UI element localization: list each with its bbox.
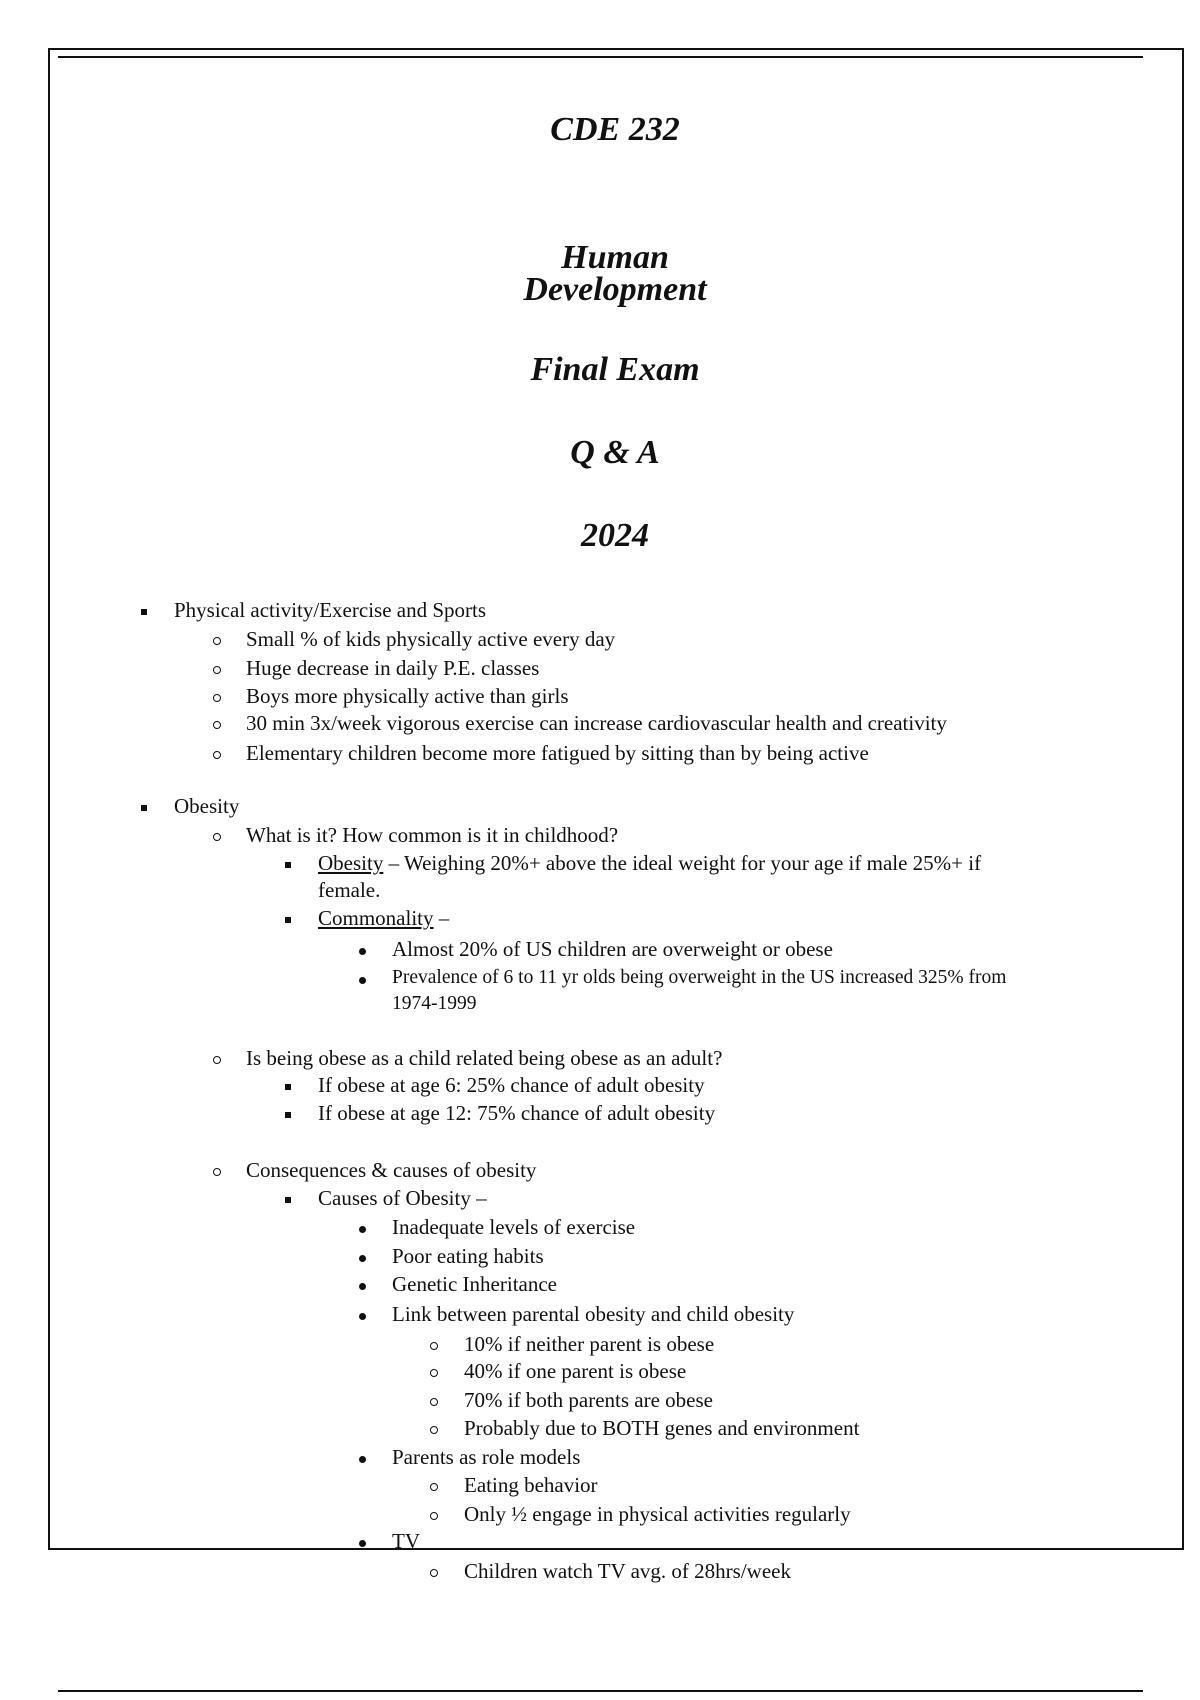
square-bullet-icon bbox=[280, 1100, 296, 1126]
circle-bullet-icon bbox=[209, 1045, 225, 1071]
list-item: Probably due to BOTH genes and environment bbox=[464, 1416, 860, 1440]
list-item: Almost 20% of US children are overweight or obese bbox=[392, 937, 833, 961]
circle-bullet-icon bbox=[209, 740, 225, 766]
list-item: Parents as role models bbox=[392, 1445, 581, 1469]
circle-bullet-icon bbox=[209, 655, 225, 681]
circle-bullet-icon bbox=[209, 1157, 225, 1183]
circle-bullet-icon bbox=[426, 1331, 442, 1357]
list-item: Inadequate levels of exercise bbox=[392, 1215, 636, 1239]
dot-bullet-icon bbox=[354, 1301, 370, 1327]
list-item: 10% if neither parent is obese bbox=[464, 1332, 715, 1356]
subject-line-1: Human bbox=[561, 239, 669, 276]
question-consequences: Consequences & causes of obesity bbox=[246, 1158, 537, 1182]
list-item: Elementary children become more fatigued by sitting than by being active bbox=[246, 741, 869, 765]
causes-heading: Causes of Obesity – bbox=[318, 1186, 487, 1210]
list-item: Genetic Inheritance bbox=[392, 1272, 557, 1296]
commonality-heading bbox=[318, 905, 449, 931]
list-item: Only ½ engage in physical activities regularly bbox=[464, 1502, 851, 1526]
subject-title bbox=[0, 239, 1200, 308]
dot-bullet-icon bbox=[354, 1528, 370, 1554]
circle-bullet-icon bbox=[209, 822, 225, 848]
section-heading-physical-activity: Physical activity/Exercise and Sports bbox=[174, 598, 487, 622]
dot-bullet-icon bbox=[354, 1243, 370, 1269]
bottom-rule bbox=[58, 1690, 1143, 1692]
obesity-definition bbox=[318, 850, 981, 876]
list-item: Prevalence of 6 to 11 yr olds being overweight in the US increased 325% from bbox=[392, 967, 1007, 988]
list-item: Small % of kids physically active every day bbox=[246, 627, 616, 651]
qa-title: Q & A bbox=[570, 434, 660, 471]
circle-bullet-icon bbox=[209, 683, 225, 709]
obesity-definition-text: – Weighing 20%+ above the ideal weight for your age if male 25%+ if bbox=[383, 851, 982, 875]
circle-bullet-icon bbox=[426, 1472, 442, 1498]
commonality-dash: – bbox=[433, 906, 450, 930]
circle-bullet-icon bbox=[426, 1387, 442, 1413]
circle-bullet-icon bbox=[209, 626, 225, 652]
list-item-cont: 1974-1999 bbox=[392, 993, 477, 1014]
year-title: 2024 bbox=[581, 517, 649, 554]
square-bullet-icon bbox=[136, 793, 152, 819]
list-item: Link between parental obesity and child obesity bbox=[392, 1302, 795, 1326]
circle-bullet-icon bbox=[426, 1501, 442, 1527]
circle-bullet-icon bbox=[209, 710, 225, 736]
list-item: If obese at age 12: 75% chance of adult obesity bbox=[318, 1101, 716, 1125]
list-item: 30 min 3x/week vigorous exercise can increase cardiovascular health and creativity bbox=[246, 711, 947, 735]
square-bullet-icon bbox=[280, 1185, 296, 1211]
list-item: Huge decrease in daily P.E. classes bbox=[246, 656, 540, 680]
square-bullet-icon bbox=[136, 597, 152, 623]
question-child-adult: Is being obese as a child related being obese as an adult? bbox=[246, 1046, 723, 1070]
subject-line-2: Development bbox=[523, 271, 707, 308]
top-rule bbox=[58, 56, 1143, 58]
list-item: TV bbox=[392, 1529, 420, 1553]
obesity-definition-cont: female. bbox=[318, 878, 381, 902]
list-item: 40% if one parent is obese bbox=[464, 1359, 687, 1383]
list-item: Boys more physically active than girls bbox=[246, 684, 569, 708]
dot-bullet-icon bbox=[354, 1271, 370, 1297]
list-item: If obese at age 6: 25% chance of adult obesity bbox=[318, 1073, 705, 1097]
question-what-is-it: What is it? How common is it in childhood? bbox=[246, 823, 619, 847]
dot-bullet-icon bbox=[354, 965, 370, 991]
square-bullet-icon bbox=[280, 850, 296, 876]
list-item: Poor eating habits bbox=[392, 1244, 544, 1268]
obesity-term: Obesity bbox=[318, 851, 384, 875]
list-item: Children watch TV avg. of 28hrs/week bbox=[464, 1559, 791, 1583]
exam-title: Final Exam bbox=[530, 351, 700, 388]
dot-bullet-icon bbox=[354, 1444, 370, 1470]
section-heading-obesity: Obesity bbox=[174, 794, 240, 818]
square-bullet-icon bbox=[280, 1072, 296, 1098]
dot-bullet-icon bbox=[354, 936, 370, 962]
list-item: Eating behavior bbox=[464, 1473, 598, 1497]
circle-bullet-icon bbox=[426, 1415, 442, 1441]
commonality-term: Commonality bbox=[318, 906, 434, 930]
circle-bullet-icon bbox=[426, 1358, 442, 1384]
dot-bullet-icon bbox=[354, 1214, 370, 1240]
square-bullet-icon bbox=[280, 905, 296, 931]
list-item: 70% if both parents are obese bbox=[464, 1388, 713, 1412]
course-title: CDE 232 bbox=[550, 111, 680, 148]
circle-bullet-icon bbox=[426, 1558, 442, 1584]
